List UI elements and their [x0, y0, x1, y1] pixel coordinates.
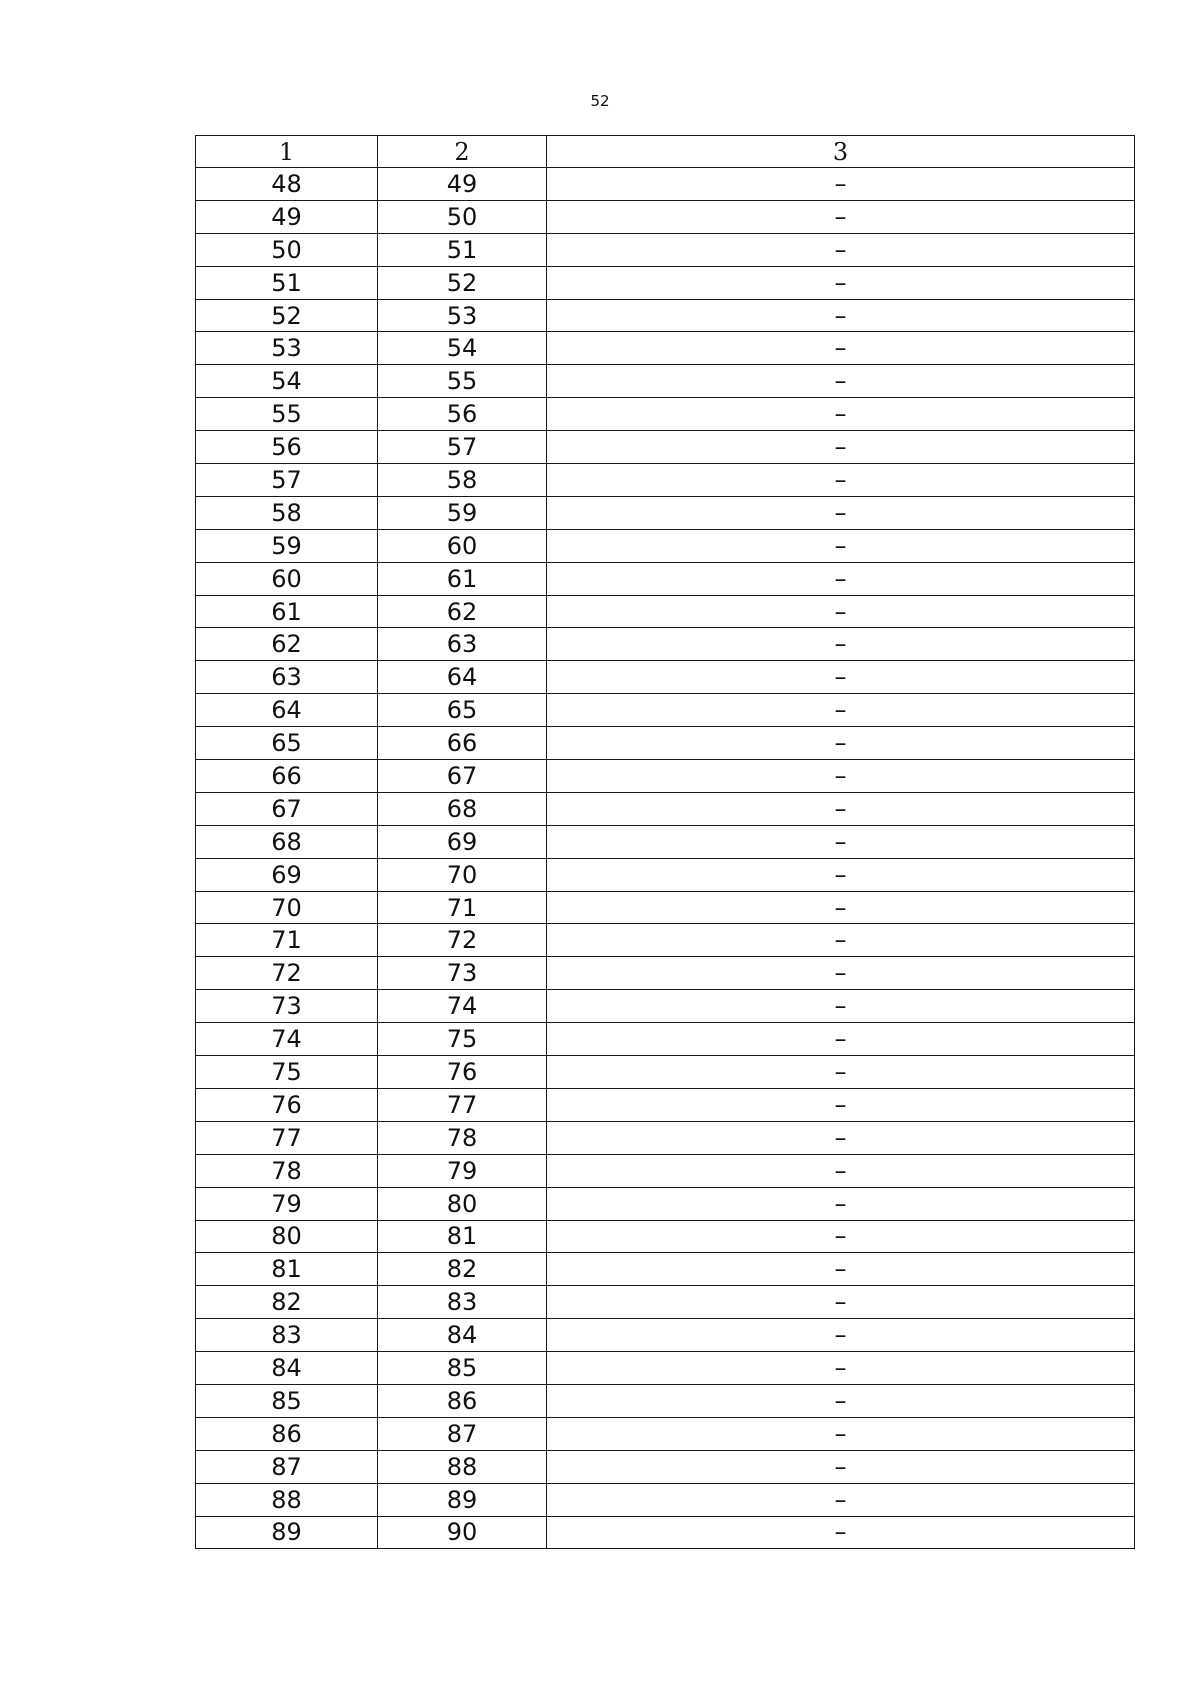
table-cell-col2: 59	[378, 496, 547, 529]
table-cell-col2: 64	[378, 661, 547, 694]
table-row	[196, 496, 1135, 529]
table-cell-col1: 81	[196, 1253, 378, 1286]
table-cell-col3: –	[547, 332, 1135, 365]
table-cell-col3: –	[547, 1023, 1135, 1056]
table-row	[196, 1253, 1135, 1286]
table-row	[196, 595, 1135, 628]
column-header-1: 1	[196, 136, 378, 168]
table-cell-col3: –	[547, 924, 1135, 957]
table-cell-col3: –	[547, 1056, 1135, 1089]
table-cell-col1: 82	[196, 1286, 378, 1319]
table-cell-col1: 52	[196, 299, 378, 332]
table-cell-col3: –	[547, 661, 1135, 694]
table-cell-col2: 49	[378, 168, 547, 201]
table-cell-col3: –	[547, 562, 1135, 595]
table-cell-col3: –	[547, 1121, 1135, 1154]
table-cell-col2: 58	[378, 464, 547, 497]
table-row	[196, 760, 1135, 793]
column-header-2: 2	[378, 136, 547, 168]
table-row	[196, 332, 1135, 365]
table-cell-col2: 73	[378, 957, 547, 990]
table-cell-col1: 85	[196, 1384, 378, 1417]
table-cell-col3: –	[547, 464, 1135, 497]
table-row	[196, 628, 1135, 661]
table-cell-col3: –	[547, 825, 1135, 858]
table-row	[196, 1286, 1135, 1319]
table-cell-col1: 77	[196, 1121, 378, 1154]
table-cell-col2: 55	[378, 365, 547, 398]
table-cell-col1: 58	[196, 496, 378, 529]
table-row	[196, 1023, 1135, 1056]
table-cell-col2: 82	[378, 1253, 547, 1286]
table-row	[196, 1121, 1135, 1154]
table-row	[196, 431, 1135, 464]
table-cell-col2: 89	[378, 1483, 547, 1516]
table-cell-col1: 73	[196, 990, 378, 1023]
table-cell-col1: 70	[196, 891, 378, 924]
table-cell-col1: 66	[196, 760, 378, 793]
table-cell-col2: 65	[378, 694, 547, 727]
data-table	[195, 135, 1135, 1549]
table-row	[196, 661, 1135, 694]
table-cell-col1: 74	[196, 1023, 378, 1056]
table-row	[196, 1187, 1135, 1220]
table-row	[196, 825, 1135, 858]
table-cell-col1: 56	[196, 431, 378, 464]
table-cell-col2: 72	[378, 924, 547, 957]
table-row	[196, 1483, 1135, 1516]
table-cell-col3: –	[547, 431, 1135, 464]
table-body	[196, 136, 1135, 1549]
table-cell-col3: –	[547, 858, 1135, 891]
table-cell-col2: 84	[378, 1319, 547, 1352]
table-cell-col3: –	[547, 1417, 1135, 1450]
table-row	[196, 792, 1135, 825]
table-cell-col1: 62	[196, 628, 378, 661]
table-cell-col1: 71	[196, 924, 378, 957]
table-cell-col1: 72	[196, 957, 378, 990]
table-row	[196, 694, 1135, 727]
table-row	[196, 1450, 1135, 1483]
table-cell-col3: –	[547, 1450, 1135, 1483]
table-cell-col3: –	[547, 529, 1135, 562]
table-cell-col1: 49	[196, 200, 378, 233]
table-cell-col3: –	[547, 1483, 1135, 1516]
table-cell-col2: 53	[378, 299, 547, 332]
table-row	[196, 1154, 1135, 1187]
table-cell-col2: 70	[378, 858, 547, 891]
table-cell-col2: 76	[378, 1056, 547, 1089]
table-cell-col2: 77	[378, 1088, 547, 1121]
table-cell-col1: 57	[196, 464, 378, 497]
table-row	[196, 1516, 1135, 1549]
table-cell-col1: 86	[196, 1417, 378, 1450]
table-cell-col1: 59	[196, 529, 378, 562]
table-header-row	[196, 136, 1135, 168]
table-cell-col2: 83	[378, 1286, 547, 1319]
table-row	[196, 168, 1135, 201]
table-cell-col3: –	[547, 1154, 1135, 1187]
table-cell-col2: 63	[378, 628, 547, 661]
table-row	[196, 266, 1135, 299]
table-cell-col2: 78	[378, 1121, 547, 1154]
table-cell-col3: –	[547, 1187, 1135, 1220]
table-cell-col3: –	[547, 365, 1135, 398]
table-row	[196, 562, 1135, 595]
table-cell-col1: 78	[196, 1154, 378, 1187]
table-row	[196, 464, 1135, 497]
table-cell-col2: 69	[378, 825, 547, 858]
table-cell-col2: 81	[378, 1220, 547, 1253]
table-cell-col3: –	[547, 1220, 1135, 1253]
table-cell-col3: –	[547, 760, 1135, 793]
table-row	[196, 233, 1135, 266]
table-cell-col2: 75	[378, 1023, 547, 1056]
table-cell-col3: –	[547, 792, 1135, 825]
table-row	[196, 990, 1135, 1023]
table-cell-col1: 75	[196, 1056, 378, 1089]
table-cell-col1: 65	[196, 727, 378, 760]
table-cell-col1: 76	[196, 1088, 378, 1121]
table-cell-col2: 68	[378, 792, 547, 825]
table-cell-col1: 67	[196, 792, 378, 825]
table-cell-col2: 71	[378, 891, 547, 924]
table-cell-col1: 87	[196, 1450, 378, 1483]
table-cell-col3: –	[547, 891, 1135, 924]
table-cell-col2: 51	[378, 233, 547, 266]
table-row	[196, 1319, 1135, 1352]
table-cell-col3: –	[547, 1319, 1135, 1352]
table-cell-col1: 84	[196, 1352, 378, 1385]
table-cell-col1: 53	[196, 332, 378, 365]
table-cell-col2: 67	[378, 760, 547, 793]
table-cell-col1: 61	[196, 595, 378, 628]
table-cell-col1: 79	[196, 1187, 378, 1220]
table-cell-col3: –	[547, 1286, 1135, 1319]
table-cell-col3: –	[547, 1253, 1135, 1286]
table-cell-col3: –	[547, 233, 1135, 266]
table-row	[196, 529, 1135, 562]
table-row	[196, 200, 1135, 233]
table-cell-col1: 55	[196, 398, 378, 431]
table-cell-col1: 80	[196, 1220, 378, 1253]
table-row	[196, 1384, 1135, 1417]
table-cell-col2: 57	[378, 431, 547, 464]
table-row	[196, 398, 1135, 431]
table-cell-col3: –	[547, 1384, 1135, 1417]
table-cell-col3: –	[547, 496, 1135, 529]
table-row	[196, 957, 1135, 990]
table-row	[196, 1417, 1135, 1450]
table-row	[196, 858, 1135, 891]
table-cell-col2: 86	[378, 1384, 547, 1417]
table-cell-col3: –	[547, 595, 1135, 628]
table-cell-col3: –	[547, 1352, 1135, 1385]
table-cell-col2: 85	[378, 1352, 547, 1385]
table-cell-col1: 60	[196, 562, 378, 595]
table-cell-col3: –	[547, 200, 1135, 233]
table-cell-col2: 60	[378, 529, 547, 562]
table-cell-col1: 88	[196, 1483, 378, 1516]
table-cell-col2: 50	[378, 200, 547, 233]
table-cell-col1: 64	[196, 694, 378, 727]
table-cell-col1: 51	[196, 266, 378, 299]
table-cell-col3: –	[547, 266, 1135, 299]
table-cell-col2: 56	[378, 398, 547, 431]
table-cell-col2: 66	[378, 727, 547, 760]
table-cell-col2: 90	[378, 1516, 547, 1549]
table-cell-col2: 61	[378, 562, 547, 595]
table-cell-col2: 80	[378, 1187, 547, 1220]
table-cell-col1: 50	[196, 233, 378, 266]
table-cell-col1: 69	[196, 858, 378, 891]
table-cell-col3: –	[547, 727, 1135, 760]
table-cell-col3: –	[547, 168, 1135, 201]
table-cell-col1: 68	[196, 825, 378, 858]
table-row	[196, 299, 1135, 332]
table-row	[196, 1352, 1135, 1385]
table-cell-col1: 89	[196, 1516, 378, 1549]
table-cell-col3: –	[547, 694, 1135, 727]
table-cell-col1: 48	[196, 168, 378, 201]
table-cell-col1: 63	[196, 661, 378, 694]
table-cell-col2: 79	[378, 1154, 547, 1187]
table-cell-col3: –	[547, 398, 1135, 431]
table-cell-col3: –	[547, 957, 1135, 990]
table-row	[196, 1088, 1135, 1121]
table-row	[196, 1220, 1135, 1253]
table-cell-col1: 83	[196, 1319, 378, 1352]
column-header-3: 3	[547, 136, 1135, 168]
page-number: 52	[590, 92, 610, 110]
table-cell-col3: –	[547, 990, 1135, 1023]
table-cell-col3: –	[547, 299, 1135, 332]
table-row	[196, 1056, 1135, 1089]
table-row	[196, 891, 1135, 924]
table-cell-col2: 87	[378, 1417, 547, 1450]
table-cell-col3: –	[547, 1088, 1135, 1121]
table-cell-col3: –	[547, 628, 1135, 661]
table-row	[196, 924, 1135, 957]
table-cell-col2: 52	[378, 266, 547, 299]
table-cell-col2: 54	[378, 332, 547, 365]
table-cell-col3: –	[547, 1516, 1135, 1549]
table-cell-col2: 74	[378, 990, 547, 1023]
table-cell-col2: 88	[378, 1450, 547, 1483]
table-row	[196, 365, 1135, 398]
table-row	[196, 727, 1135, 760]
table-cell-col2: 62	[378, 595, 547, 628]
table-cell-col1: 54	[196, 365, 378, 398]
